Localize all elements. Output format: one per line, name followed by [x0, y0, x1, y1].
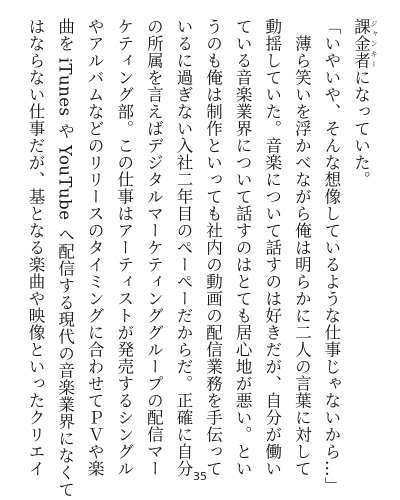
text-line-2: 「いやいや、そんな想像しているような仕事じゃないから…」: [321, 18, 341, 494]
text-line-7: いるに過ぎない入社二年目のぺーぺーだからだ。正確に自分: [173, 18, 193, 477]
text-line-8: の所属を言えばデジタルマーケティンググループの配信マー: [144, 18, 164, 477]
text-line-5: ている音楽業界について話すのはとても居心地が悪い。とい: [233, 18, 253, 477]
ruby-word: 課金者 ジャンキー: [351, 18, 378, 69]
ruby-reading: ジャンキー: [370, 18, 378, 69]
text-line-9: ケティング部。この仕事はアーティストが発売するシングル: [114, 18, 134, 477]
text-line-12: はならない仕事だが、基となる楽曲や映像といったクリエイ: [25, 18, 45, 477]
text-line-11: 曲を iTunes や YouTube へ配信する現代の音楽業界になくて: [55, 18, 75, 499]
text-line-1: 課金者 ジャンキーになっていた。: [351, 18, 378, 188]
text-line-6: うのも俺は制作といっても社内の動画の配信業務を手伝って: [203, 18, 223, 477]
text-line-10: やアルバムなどのリリースのタイミングに合わせてＰＶや楽: [85, 18, 105, 477]
text-line-3: 薄ら笑いを浮かべながら俺は明らかに二人の言葉に対して: [292, 18, 312, 477]
text-line-4: 動揺していた。音楽について話すのは好きだが、自分が働い: [262, 18, 282, 477]
page-number: 35: [193, 470, 207, 483]
